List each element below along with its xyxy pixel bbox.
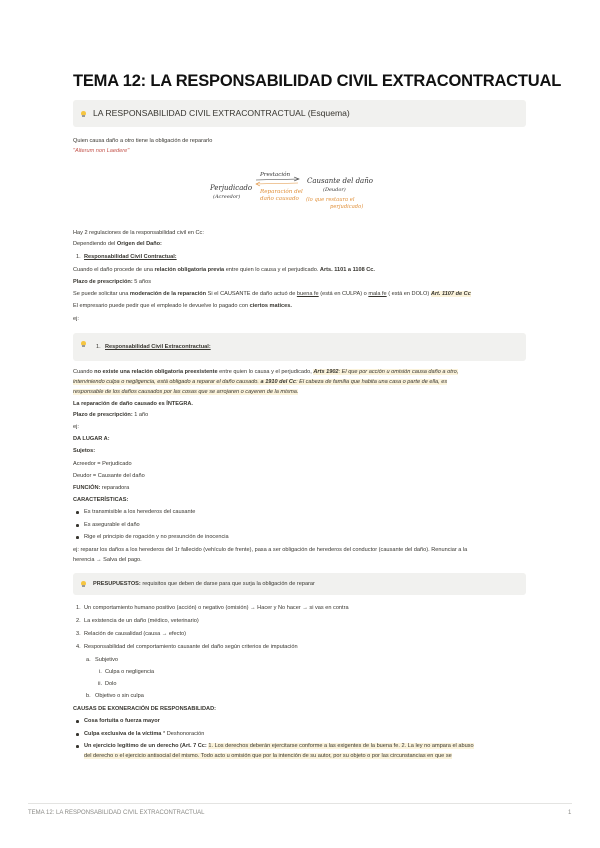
callout-presupuestos-text	[93, 581, 315, 587]
regulaciones-line: Hay 2 regulaciones de la responsabilidad civil en Cc:	[73, 230, 204, 236]
presupuesto-1: Un comportamiento humano positivo (acción) o negativo (omisión) → Hacer y No hacer → si vas en contra	[84, 605, 349, 611]
exo3-highlight: 1. Los derechos deberán ejercitarse conforme a las exigentes de la buena fe. 2. La ley no ampara el abuso	[208, 743, 474, 749]
handwritten-diagram	[210, 168, 400, 218]
ext-c: entre quien lo causa y el perjudicado,	[217, 369, 314, 375]
def-d: Arts. 1101 a 1108 Cc.	[319, 267, 375, 273]
origen-bold: Origen del Daño:	[116, 241, 162, 247]
lightbulb-icon	[81, 341, 86, 347]
criterio-culpa: Culpa o negligencia	[105, 669, 155, 675]
acreedor-line: Acreedor = Perjudicado	[73, 461, 132, 467]
bullet-dot	[76, 745, 79, 748]
list-letter: b.	[86, 693, 91, 699]
criterio-objetivo: Objetivo o sin culpa	[95, 693, 144, 699]
exoneracion-2	[84, 731, 204, 738]
hw-deudor: (Deudor)	[323, 187, 346, 193]
ext-i: responsable de los daños causados por las cosas que se arrojaren o cayeren de la misma.	[73, 389, 299, 395]
list-number: 3.	[76, 631, 81, 637]
reparacion-integra: La reparación de daño causado es ÍNTEGRA.	[73, 401, 193, 407]
bullet-dot	[76, 524, 79, 527]
plazo-label: Plazo de prescripción:	[73, 279, 133, 285]
callout-esquema-text: LA RESPONSABILIDAD CIVIL EXTRACONTRACTUAL (Esquema)	[93, 108, 350, 118]
mod-c: Si el CAUSANTE de daño actuó de	[206, 291, 297, 297]
sujetos-heading: Sujetos:	[73, 448, 96, 454]
def-c: entre quien lo causa y el perjudicado.	[224, 267, 320, 273]
ej-herederos-1: ej: reparar los daños a los herederos del 1r fallecido (vehículo de frente), pasa a ser obligación de herederos del conductor (causante del daño). Renunciar a la	[73, 547, 468, 553]
emp-a: El empresario puede pedir que el empleado le devuelve lo pagado con	[73, 303, 250, 309]
bullet-dot	[76, 733, 79, 736]
list-roman: i.	[99, 669, 102, 675]
ext-e: : El que por acción u omisión causa daño a otro,	[338, 369, 459, 375]
mod-b: moderación de la reparación	[129, 291, 207, 297]
caracteristica-2: Es asegurable el daño	[84, 522, 140, 528]
moderacion-line	[73, 291, 471, 298]
plazo-contractual	[73, 279, 151, 286]
list-number: 1.	[76, 254, 81, 260]
ej-herederos-2: herencia → Salva del pago.	[73, 557, 142, 563]
origen-prefix: Dependiendo del	[73, 241, 117, 247]
plazo2-label: Plazo de prescripción:	[73, 412, 133, 418]
hw-prestacion: Prestación	[260, 172, 291, 178]
ext-f: interviniendo culpa o negligencia, está obligado a reparar el daño causado.	[73, 379, 259, 385]
list-number: 4.	[76, 644, 81, 650]
presupuesto-2: La existencia de un daño (médico, veterinario)	[84, 618, 199, 624]
ej-line-2: ej:	[73, 424, 79, 430]
mod-a: Se puede solicitar una	[73, 291, 130, 297]
hw-dano-causado: daño causado	[260, 196, 299, 202]
bullet-dot	[76, 536, 79, 539]
exo3-cont-highlight: del derecho o el ejercicio antisocial del mismo. Todo acto u omisión que por la intención de su autor, por su objeto o por las circunstancias en que se	[84, 753, 452, 759]
ext-b: no existe una relación obligatoria preexistente	[94, 369, 218, 375]
plazo-value: 5 años	[132, 279, 152, 285]
hw-reparacion: Reparación del	[260, 189, 303, 195]
presupuestos-label: PRESUPUESTOS:	[93, 581, 141, 587]
presupuesto-4: Responsabilidad del comportamiento causante del daño según criterios de imputación	[84, 644, 298, 650]
presupuestos-desc: requisitos que deben de darse para que surja la obligación de reparar	[140, 581, 315, 587]
def-b: relación obligatoria previa	[154, 267, 225, 273]
plazo2-value: 1 año	[132, 412, 149, 418]
def-a: Cuando el daño procede de una	[73, 267, 155, 273]
hw-perjudicado: Perjudicado	[210, 184, 253, 192]
caracteristica-3: Rige el principio de rogación y no presunción de inocencia	[84, 534, 229, 540]
intro-latin-quote: "Alterum non Laedere"	[73, 148, 130, 154]
exoneracion-3	[84, 743, 474, 750]
callout-presupuestos	[73, 573, 526, 595]
exoneracion-3-cont	[84, 753, 452, 760]
extra-definition-3	[73, 389, 298, 396]
exo2-bold: Culpa exclusiva de la víctima	[84, 731, 162, 737]
callout-extracontractual-number: 1.	[96, 344, 101, 350]
bullet-dot	[76, 511, 79, 514]
funcion-line	[73, 485, 129, 492]
extra-definition-1	[73, 369, 458, 376]
plazo-extracontractual	[73, 412, 148, 419]
contractual-definition	[73, 267, 375, 274]
extra-definition-2	[73, 379, 447, 386]
intro-line-1: Quien causa daño a otro tiene la obligación de repararlo	[73, 138, 213, 144]
ej-line-1: ej:	[73, 316, 79, 322]
funcion-label: FUNCIÓN:	[73, 485, 101, 491]
footer-title: TEMA 12: LA RESPONSABILIDAD CIVIL EXTRACONTRACTUAL	[28, 810, 205, 816]
mod-e: (está en CULPA) o	[318, 291, 369, 297]
exo2-rest: * Deshonoración	[161, 731, 205, 737]
list-number: 1.	[76, 605, 81, 611]
mod-h: Art. 1107 de Cc	[430, 291, 471, 297]
list-number: 2.	[76, 618, 81, 624]
mod-f: mala fe	[368, 291, 387, 297]
callout-extracontractual-label: Responsabilidad Civil Extracontractual:	[105, 344, 211, 350]
list-roman: ii.	[98, 681, 103, 687]
presupuesto-3: Relación de causalidad (causa → efecto)	[84, 631, 186, 637]
da-lugar-a: DA LUGAR A:	[73, 436, 110, 442]
hw-causante: Causante del daño	[307, 177, 373, 185]
ext-a: Cuando	[73, 369, 95, 375]
hw-lo-que-restaura: (lo que restaura el	[306, 197, 355, 203]
callout-extracontractual	[73, 333, 526, 361]
ext-g: a 1910 del Cc	[258, 379, 296, 385]
ext-h: : El cabeza de familia que habita una casa o parte de ella, es	[295, 379, 448, 385]
criterio-subjetivo: Subjetivo	[95, 657, 119, 663]
empresario-line	[73, 303, 292, 310]
deudor-line: Deudor = Causante del daño	[73, 473, 145, 479]
page-title: TEMA 12: LA RESPONSABILIDAD CIVIL EXTRACONTRACTUAL	[73, 72, 562, 90]
caracteristica-1: Es transmisible a los herederos del causante	[84, 509, 196, 515]
lightbulb-icon	[81, 111, 86, 117]
emp-b: ciertos matices.	[249, 303, 292, 309]
exo3-bold: Un ejercicio legítimo de un derecho (Art. 7 Cc:	[84, 743, 209, 749]
bullet-dot	[76, 720, 79, 723]
rc-contractual-heading: Responsabilidad Civil Contractual:	[84, 254, 177, 260]
criterio-dolo: Dolo	[105, 681, 117, 687]
mod-g: ( está en DOLO)	[386, 291, 431, 297]
lightbulb-icon	[81, 581, 86, 587]
origen-dano-line	[73, 241, 162, 248]
callout-esquema	[73, 100, 526, 127]
exoneracion-1: Cosa fortuita o fuerza mayor	[84, 718, 160, 724]
exoneracion-heading: CAUSAS DE EXONERACIÓN DE RESPONSABILIDAD:	[73, 706, 216, 712]
mod-d: buena fe	[296, 291, 319, 297]
ext-d: Arts 1902	[313, 369, 339, 375]
hw-perjudicado-2: perjudicado)	[330, 204, 364, 210]
funcion-value: reparadora	[100, 485, 130, 491]
caracteristicas-heading: CARACTERÍSTICAS:	[73, 497, 129, 503]
footer-divider	[28, 803, 572, 804]
hw-acreedor: (Acreedor)	[213, 194, 241, 200]
list-letter: a.	[86, 657, 91, 663]
page-number: 1	[568, 810, 572, 816]
